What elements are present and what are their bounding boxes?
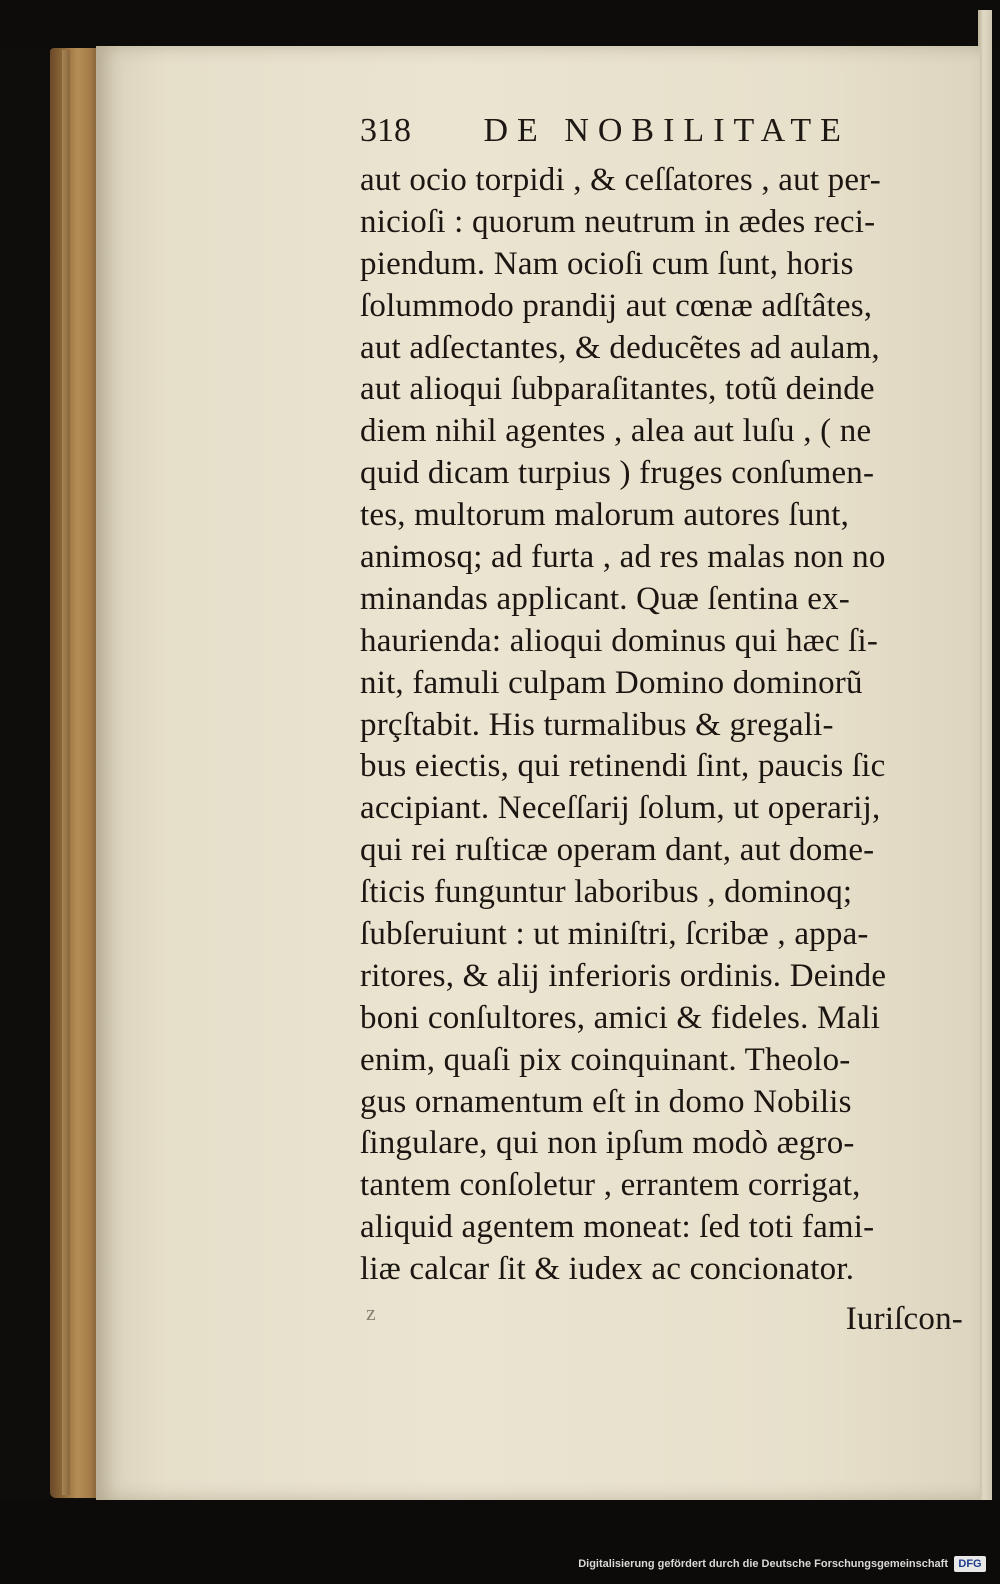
page-header <box>360 112 960 162</box>
text-line: bus eiectis, qui retinendi ſint, paucis ſic <box>360 748 886 785</box>
text-line: nit, famuli culpam Domino dominorũ <box>360 664 863 701</box>
scan-background-top <box>0 0 1000 50</box>
opposite-page-edge <box>978 10 992 1510</box>
text-line: prçſtabit. His turmalibus & gregali- <box>360 706 834 743</box>
text-line: tantem conſoletur , errantem corrigat, <box>360 1167 861 1204</box>
text-line: liæ calcar ſit & iudex ac concionator. <box>360 1251 855 1288</box>
signature-mark: z <box>366 1300 376 1325</box>
text-line: ſolummodo prandij aut cœnæ adſtâtes, <box>360 287 873 324</box>
text-line: ſingulare, qui non ipſum modò ægro- <box>360 1125 855 1162</box>
text-line: aliquid agentem moneat: ſed toti fami- <box>360 1209 875 1246</box>
text-line: tes, multorum malorum autores ſunt, <box>360 497 850 534</box>
text-line: enim, quaſi pix coinquinant. Theolo- <box>360 1041 851 1078</box>
dfg-logo: DFG <box>954 1556 986 1572</box>
digitization-credit: Digitalisierung gefördert durch die Deutsche Forschungsgemeinschaft <box>578 1558 948 1570</box>
text-line: aut adſectantes, & deducẽtes ad aulam, <box>360 329 880 366</box>
text-line: aut ocio torpidi , & ceſſatores , aut per- <box>360 162 881 198</box>
text-line: boni conſultores, amici & fideles. Mali <box>360 999 881 1036</box>
text-line: haurienda: alioqui dominus qui hæc ſi- <box>360 622 879 659</box>
book-fore-edge-highlight <box>62 50 70 1495</box>
text-line: nicioſi : quorum neutrum in ædes reci- <box>360 203 876 240</box>
text-line: animosq; ad furta , ad res malas non no <box>360 539 886 576</box>
text-line: ſticis funguntur laboribus , dominoq; <box>360 874 853 911</box>
text-line: qui rei ruſticæ operam dant, aut dome- <box>360 832 875 869</box>
text-line: ritores, & alij inferioris ordinis. Deinde <box>360 957 887 994</box>
body-text <box>360 160 975 1341</box>
text-line: aut alioqui ſubparaſitantes, totũ deinde <box>360 371 875 408</box>
book-fore-edge <box>50 48 100 1498</box>
page-number: 318 <box>360 112 411 149</box>
text-line: accipiant. Neceſſarij ſolum, ut operarij, <box>360 790 881 827</box>
text-line: quid dicam turpius ) fruges conſumen- <box>360 455 875 492</box>
text-line: diem nihil agentes , alea aut luſu , ( ne <box>360 413 872 450</box>
running-title: DE NOBILITATE <box>483 112 850 149</box>
text-line: minandas applicant. Quæ ſentina ex- <box>360 580 850 617</box>
text-line: piendum. Nam ocioſi cum ſunt, horis <box>360 245 854 282</box>
scan-background-bottom <box>0 1500 1000 1584</box>
text-line: ſubſeruiunt : ut miniſtri, ſcribæ , appa- <box>360 916 869 953</box>
catchword: Iuriſcon- <box>845 1301 963 1338</box>
text-line: gus ornamentum eſt in domo Nobilis <box>360 1083 852 1120</box>
